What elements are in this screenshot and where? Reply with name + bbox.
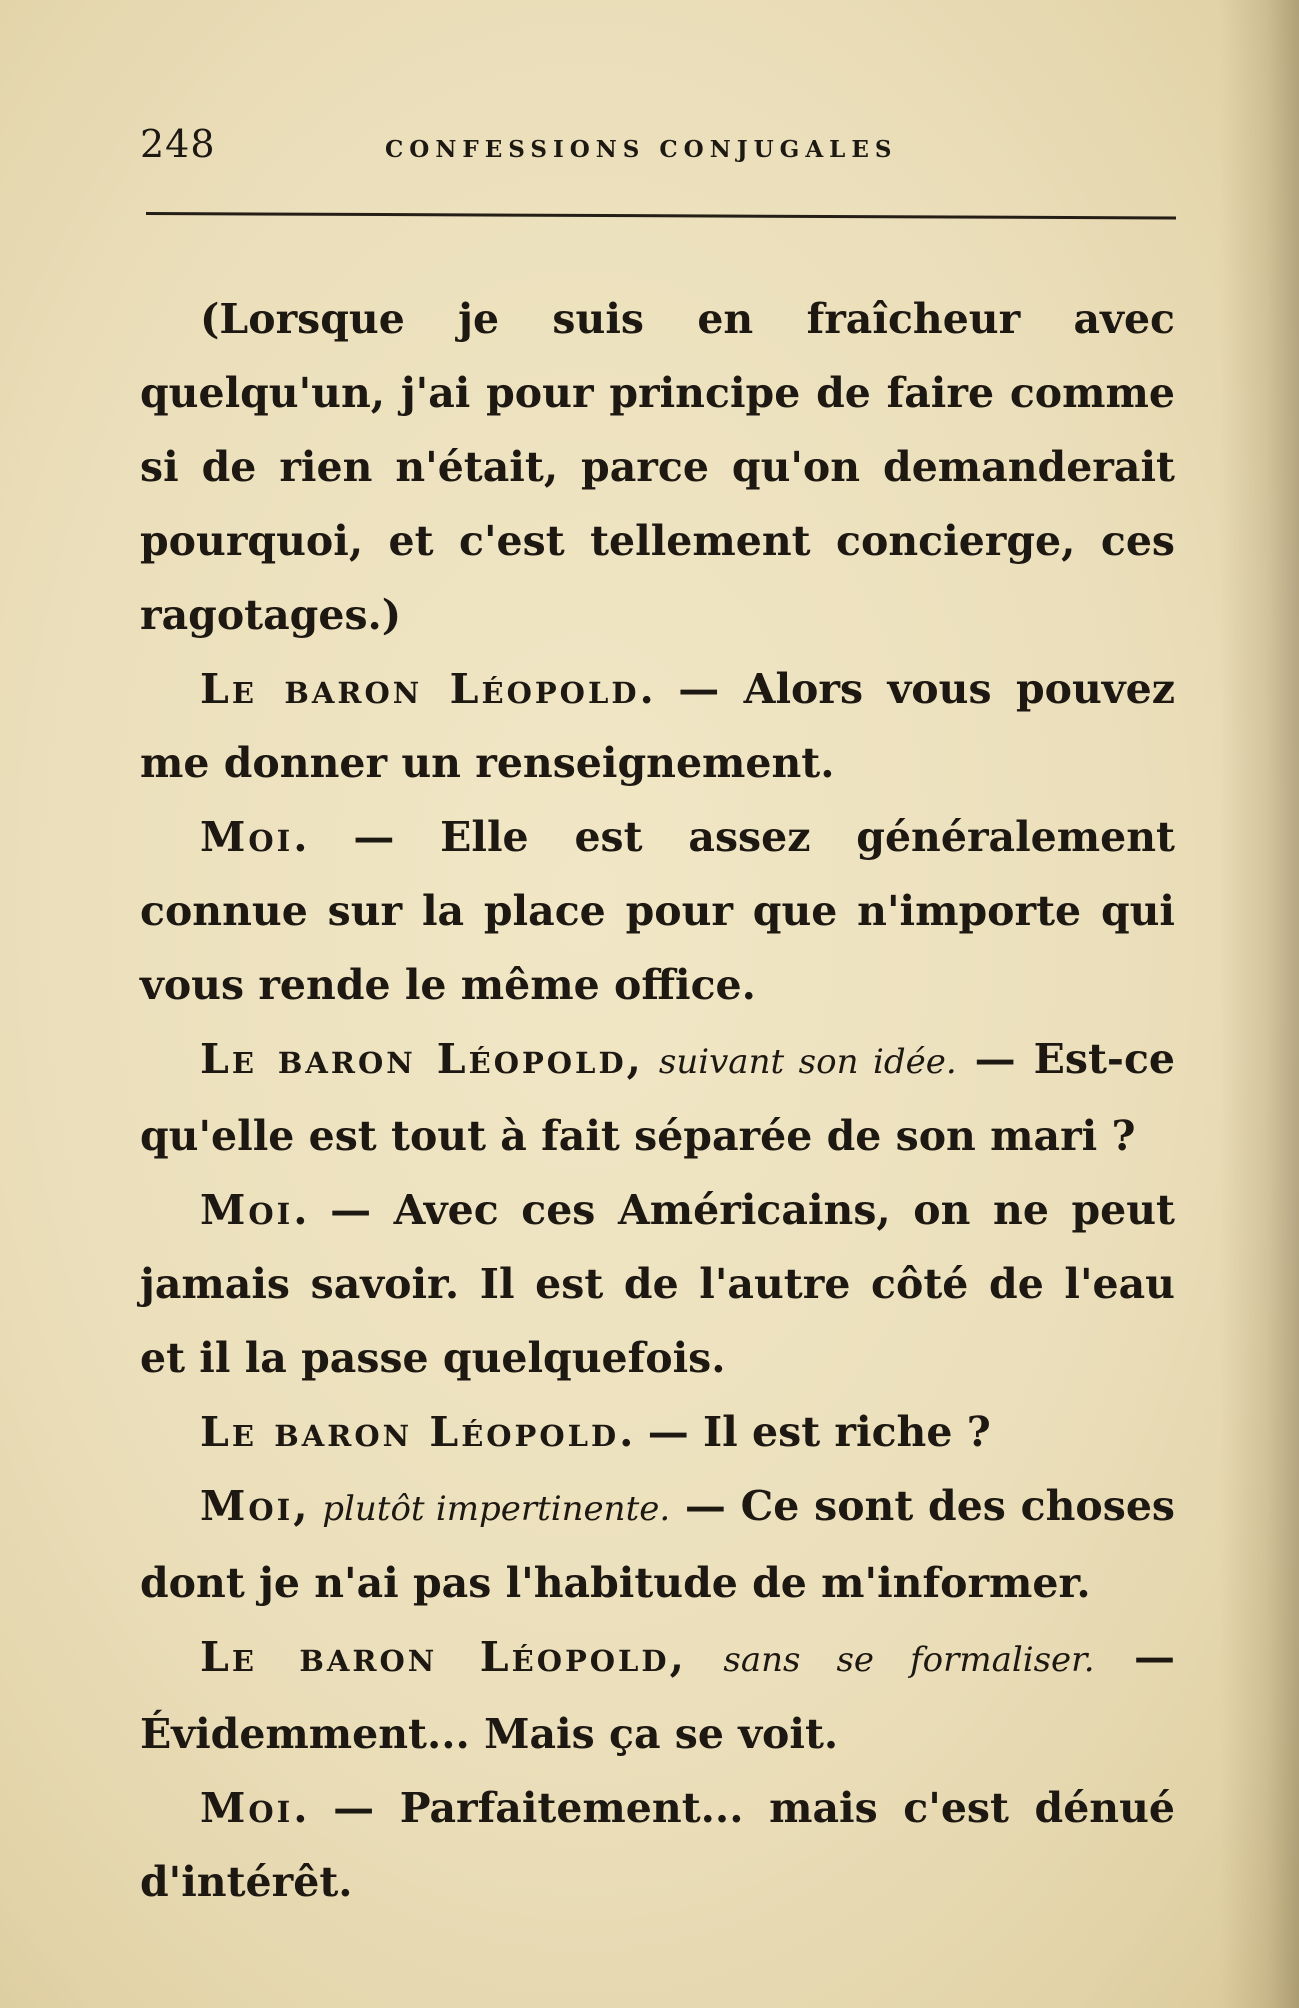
speaker-punctuation: ,: [669, 1633, 684, 1681]
dialogue-text: — Est-ce qu'elle est tout à fait séparée de son mari ?: [140, 1035, 1175, 1160]
speaker-punctuation: .: [293, 1186, 308, 1234]
stage-direction: sans se formaliser.: [723, 1640, 1095, 1680]
dialogue-text: — Évidemment... Mais ça se voit.: [140, 1633, 1176, 1758]
speaker-name: Le baron Léopold: [200, 1035, 627, 1083]
dialogue-line: [140, 1469, 1175, 1620]
paragraph-text: (Lorsque je suis en fraîcheur avec quelqu'un, j'ai pour principe de faire comme si de rien n'était, parce qu'on demanderait pourquoi, et c'est tellement concierge, ces ragotages.): [140, 295, 1175, 639]
dialogue-line: [140, 1771, 1175, 1919]
stage-direction: suivant son idée.: [658, 1042, 957, 1082]
speaker-punctuation: .: [639, 665, 654, 713]
dialogue-line: [140, 1022, 1175, 1173]
header-rule: [146, 212, 1176, 219]
dialogue-line: [140, 1620, 1175, 1771]
speaker-name: Le baron Léopold: [200, 665, 640, 713]
speaker-name: Le baron Léopold: [200, 1408, 620, 1456]
speaker-name: Moi: [200, 1482, 294, 1530]
dialogue-line: [140, 652, 1175, 800]
dialogue-text: — Alors vous pouvez me donner un renseignement.: [140, 665, 1175, 787]
page-header: [140, 122, 1175, 182]
stage-direction: plutôt impertinente.: [322, 1489, 671, 1529]
speaker-punctuation: ,: [293, 1482, 308, 1530]
dialogue-text: — Ce sont des choses dont je n'ai pas l'habitude de m'informer.: [140, 1482, 1175, 1607]
paragraph: [140, 282, 1175, 652]
dialogue-line: [140, 1173, 1175, 1395]
page-gutter-shadow: [1219, 0, 1299, 2008]
dialogue-text: — Il est riche ?: [633, 1408, 991, 1456]
running-title: CONFESSIONS CONJUGALES: [385, 136, 898, 163]
speaker-name: Moi: [200, 1784, 294, 1832]
page-body: [140, 282, 1175, 1919]
speaker-name: Le baron Léopold: [200, 1633, 670, 1681]
dialogue-line: [140, 1395, 1175, 1469]
speaker-punctuation: .: [293, 813, 308, 861]
speaker-punctuation: .: [619, 1408, 634, 1456]
dialogue-text: — Parfaitement... mais c'est dénué d'intérêt.: [140, 1784, 1175, 1906]
speaker-punctuation: ,: [626, 1035, 641, 1083]
dialogue-text: — Elle est assez généralement connue sur la place pour que n'importe qui vous rende le même office.: [140, 813, 1175, 1009]
dialogue-text: — Avec ces Américains, on ne peut jamais savoir. Il est de l'autre côté de l'eau et il la passe quelquefois.: [140, 1186, 1175, 1382]
speaker-name: Moi: [200, 1186, 294, 1234]
page-number: 248: [140, 122, 216, 166]
dialogue-line: [140, 800, 1175, 1022]
speaker-punctuation: .: [293, 1784, 308, 1832]
speaker-name: Moi: [200, 813, 294, 861]
